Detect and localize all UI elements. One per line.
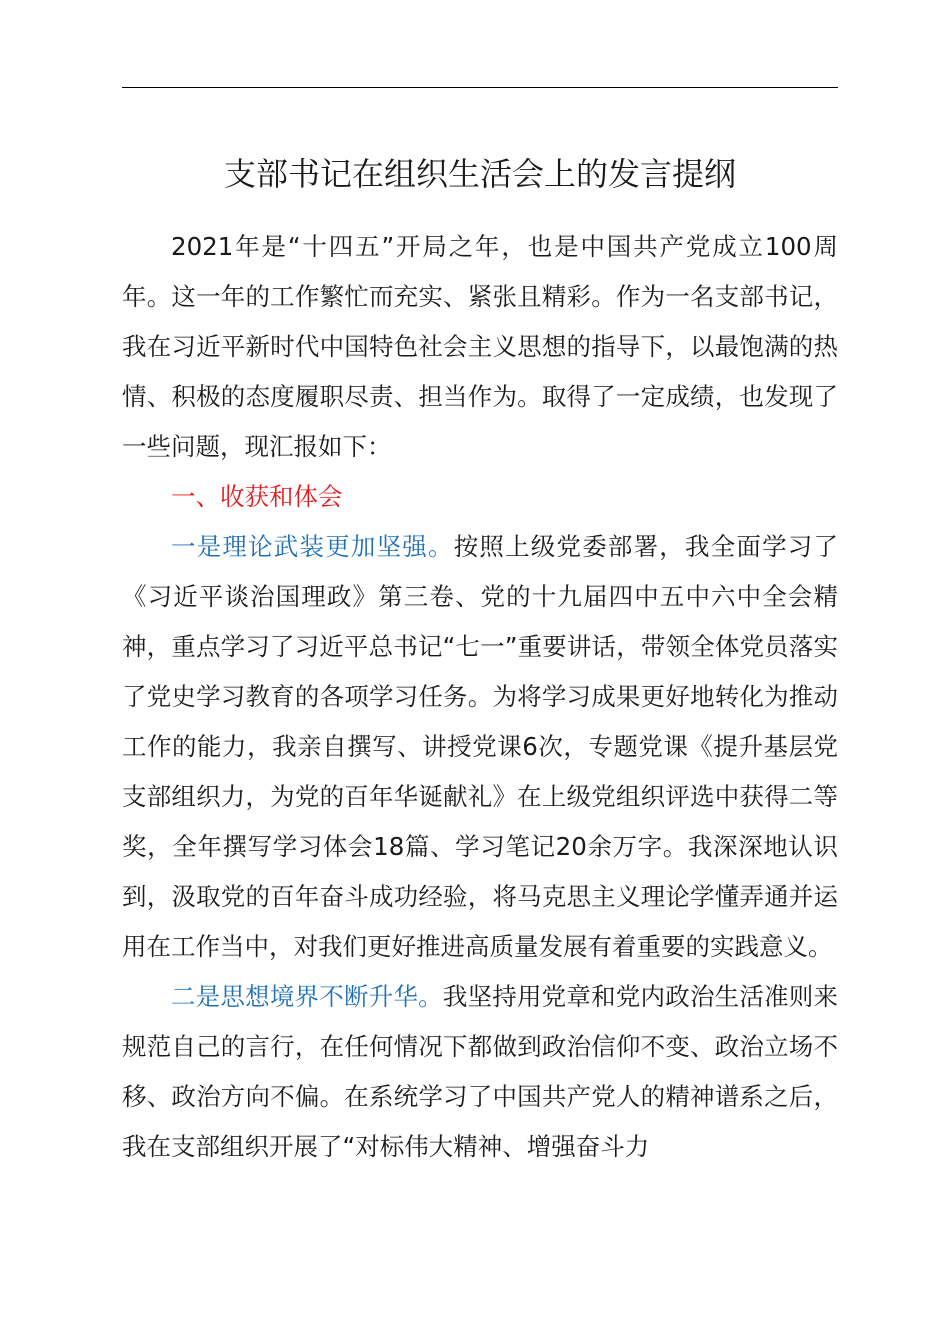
point-1-lead: 一是理论武装更加坚强。 bbox=[171, 532, 454, 561]
page-title: 支部书记在组织生活会上的发言提纲 bbox=[223, 155, 736, 193]
point-2-paragraph bbox=[122, 972, 838, 1172]
point-2-lead: 二是思想境界不断升华。 bbox=[171, 982, 443, 1011]
section-heading-gains: 一、收获和体会 bbox=[171, 482, 343, 511]
point-1-text: 按照上级党委部署，我全面学习了《习近平谈治国理政》第三卷、党的十九届四中五中六中全会精神，重点学习了习近平总书记“七一”重要讲话，带领全体党员落实了党史学习教育的各项学习任务。为将学习成果更好地转化为推动工作的能力，我亲自撰写、讲授党课6次，专题党课《提升基层党支部组织力，为党的百年华诞献礼》在上级党组织评选中获得二等奖，全年撰写学习体会18篇、学习笔记20余万字。我深深地认识到，汲取党的百年奋斗成功经验，将马克思主义理论学懂弄通并运用在工作当中，对我们更好推进高质量发展有着重要的实践意义。 bbox=[122, 532, 839, 961]
intro-paragraph: 2021年是“十四五”开局之年，也是中国共产党成立100周年。这一年的工作繁忙而充实、紧张且精彩。作为一名支部书记，我在习近平新时代中国特色社会主义思想的指导下，以最饱满的热情、积极的态度履职尽责、担当作为。取得了一定成绩，也发现了一些问题，现汇报如下： bbox=[122, 232, 838, 461]
document-body bbox=[122, 222, 838, 1172]
point-1-paragraph bbox=[122, 522, 838, 972]
header-rule bbox=[122, 87, 838, 88]
point-2-text: 我坚持用党章和党内政治生活准则来规范自己的言行，在任何情况下都做到政治信仰不变、政治立场不移、政治方向不偏。在系统学习了中国共产党人的精神谱系之后，我在支部组织开展了“对标伟大精神、增强奋斗力 bbox=[122, 982, 838, 1161]
